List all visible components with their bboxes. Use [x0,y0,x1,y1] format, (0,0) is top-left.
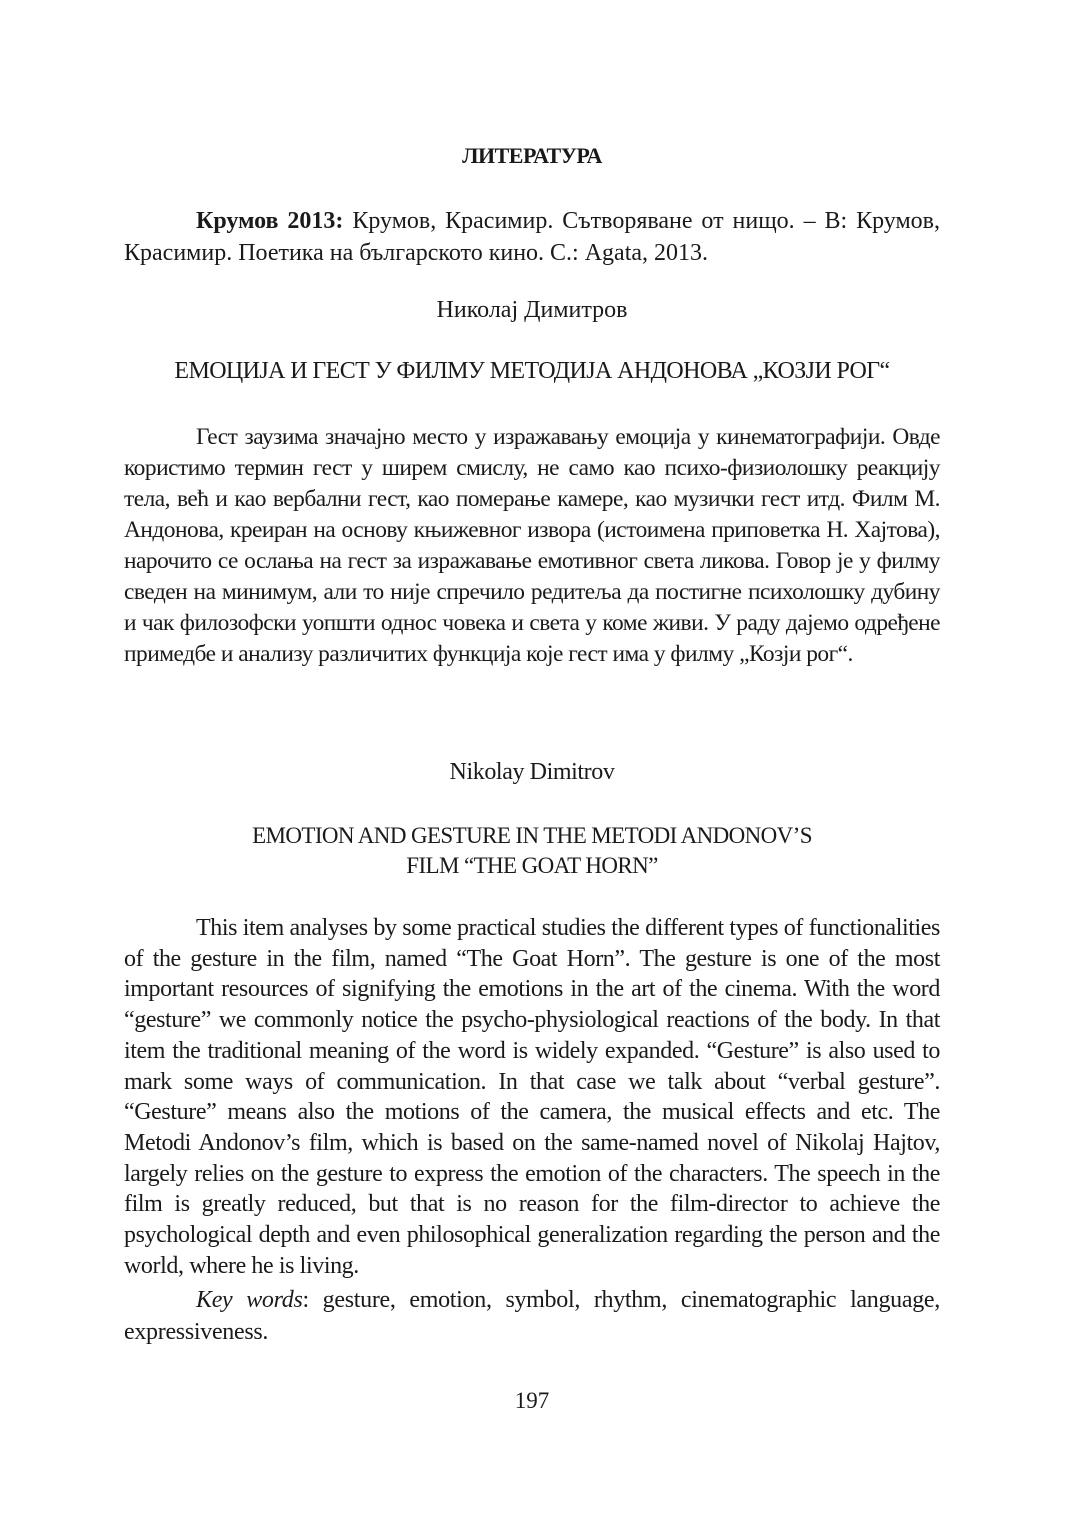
serbian-abstract: Гест заузима значајно место у изражавању емоција у кинематографији. Овде користимо термин гест у ширем смислу, не само као психо-физиолошку реакцију тела, већ и као вербални гест, као померање камере, као музички гест итд. Филм М. Андонова, креиран на основу књижевног извора (истоимена приповетка Н. Хајтова), нарочито се ослања на гест за изражавање емотивног света ликова. Говор је у филму сведен на минимум, али то није спречило редитеља да постигне психолошку дубину и чак филозофски уопшти однос човека и света у коме живи. У раду дајемо одређене примедбе и анализу различитих функција које гест има у филму „Козји рог“. [124,424,940,667]
serbian-author: Николај Димитров [436,297,628,323]
references-heading: ЛИТЕРАТУРА [462,143,602,168]
reference-entry-text: Крумов, Красимир. Сътворяване от нищо. – В: Крумов, Красимир. Поетика на българското кино. С.: Agata, 2013. [124,208,940,266]
english-title [124,821,940,881]
serbian-title: ЕМОЦИЈА И ГЕСТ У ФИЛМУ МЕТОДИЈА АНДОНОВА „КОЗЈИ РОГ“ [174,358,890,384]
english-title-line-2: FILM “THE GOAT HORN” [406,853,658,878]
keywords-text: : gesture, emotion, symbol, rhythm, cinematographic language, expressiveness. [124,1287,940,1345]
reference-entry [124,205,940,269]
reference-entry-label: Крумов 2013: [196,208,344,234]
english-abstract: This item analyses by some practical studies the different types of functionalities of the gesture in the film, named “The Goat Horn”. The gesture is one of the most important resources of signifying the emotions in the art of the cinema. With the word “gesture” we commonly notice the psycho-physiological reactions of the body. In that item the traditional meaning of the word is widely expanded. “Gesture” is also used to mark some ways of communication. In that case we talk about “verbal gesture”. “Gesture” means also the motions of the camera, the musical effects and etc. The Metodi Andonov’s film, which is based on the same-named novel of Nikolaj Hajtov, largely relies on the gesture to express the emotion of the characters. The speech in the film is greatly reduced, but that is no reason for the film-director to achieve the psychological depth and even philosophical generalization regarding the person and the world, where he is living. [124,915,940,1279]
page-number: 197 [514,1388,550,1413]
keywords [124,1284,940,1348]
english-author: Nikolay Dimitrov [449,759,615,785]
keywords-label: Key words [196,1287,303,1313]
english-title-line-1: EMOTION AND GESTURE IN THE METODI ANDONOV’S [252,823,812,848]
